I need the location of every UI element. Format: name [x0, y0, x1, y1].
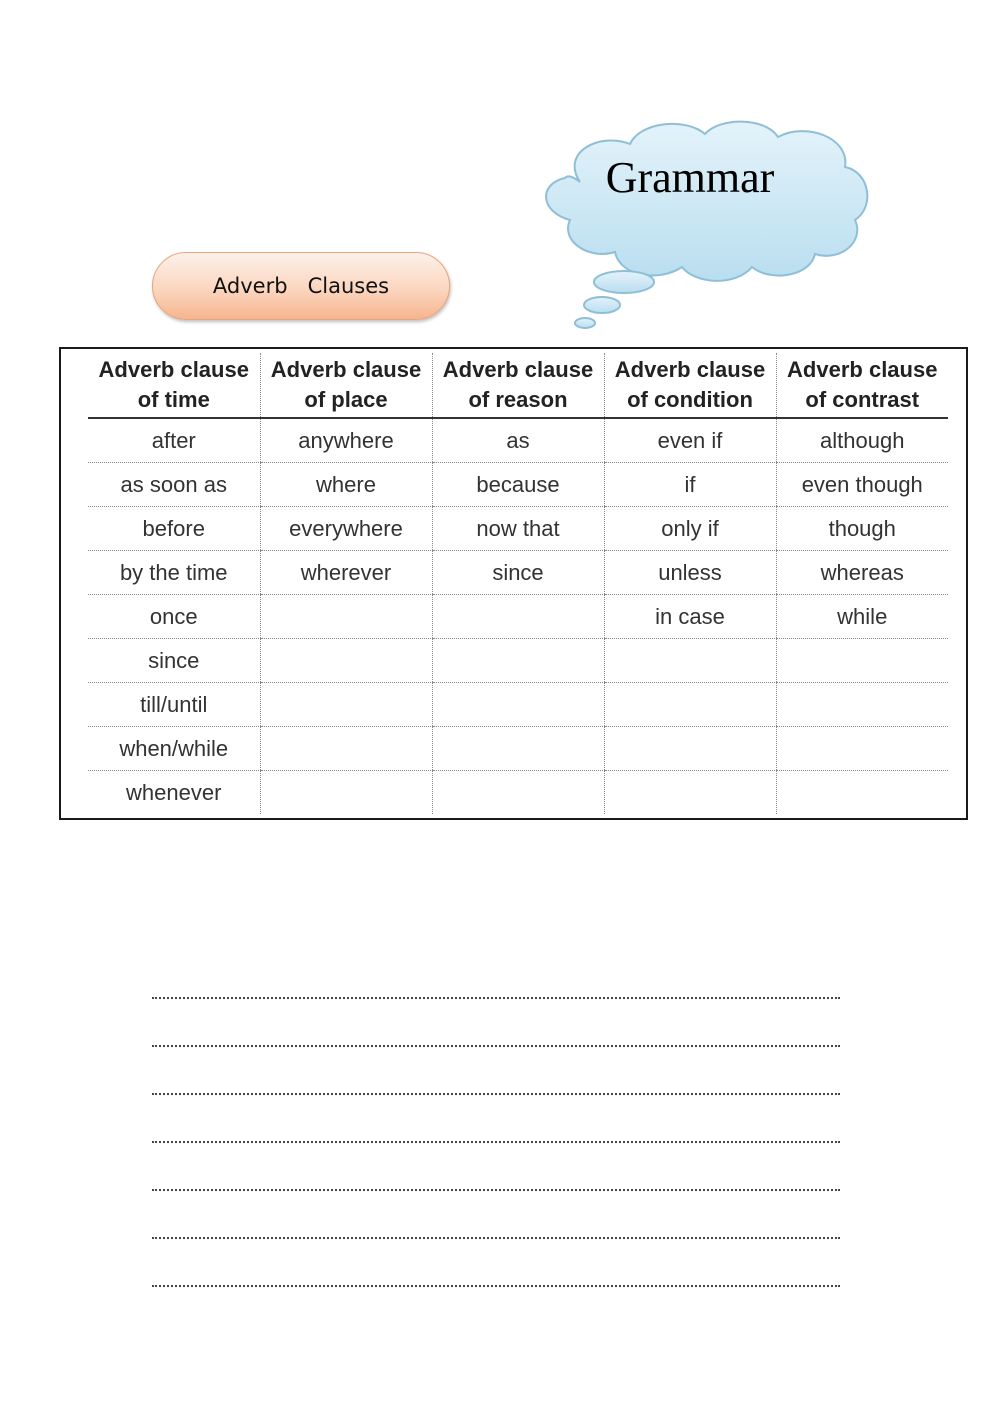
writing-line[interactable] — [152, 995, 840, 999]
table-cell — [432, 727, 604, 771]
table-cell: even if — [604, 418, 776, 463]
table-cell — [432, 595, 604, 639]
writing-line[interactable] — [152, 1283, 840, 1287]
table-cell: before — [88, 507, 260, 551]
table-cell — [604, 771, 776, 815]
table-cell: now that — [432, 507, 604, 551]
table-cell — [432, 683, 604, 727]
table-cell: till/until — [88, 683, 260, 727]
table-cell: after — [88, 418, 260, 463]
writing-line[interactable] — [152, 1043, 840, 1047]
table-cell — [432, 639, 604, 683]
table-cell — [776, 727, 948, 771]
table-cell — [432, 771, 604, 815]
table-cell: where — [260, 463, 432, 507]
table-header-row — [88, 353, 948, 418]
writing-line[interactable] — [152, 1139, 840, 1143]
cloud-title: Grammar — [605, 153, 775, 202]
table-cell: since — [88, 639, 260, 683]
table-cell: as — [432, 418, 604, 463]
table-row — [88, 418, 948, 463]
table-cell: once — [88, 595, 260, 639]
table-row — [88, 639, 948, 683]
table-cell: unless — [604, 551, 776, 595]
table-cell — [604, 727, 776, 771]
table-cell: if — [604, 463, 776, 507]
pill-label-text: Adverb Clauses — [212, 274, 390, 298]
header-place: Adverb clause of place — [260, 353, 432, 418]
writing-line[interactable] — [152, 1235, 840, 1239]
table-cell — [260, 595, 432, 639]
table-cell: whenever — [126, 779, 222, 805]
table-cell: when/while — [88, 727, 260, 771]
table-cell — [260, 683, 432, 727]
table-row — [88, 595, 948, 639]
writing-line[interactable] — [152, 1187, 840, 1191]
header-time: Adverb clause of time — [88, 353, 260, 418]
writing-lines — [152, 995, 840, 1331]
table-row — [88, 683, 948, 727]
adverb-clauses-label — [152, 252, 450, 320]
table-cell: though — [776, 507, 948, 551]
table-cell — [776, 771, 948, 815]
table-row — [88, 771, 948, 815]
header-contrast: Adverb clause of contrast — [776, 353, 948, 418]
table-cell — [776, 683, 948, 727]
table-cell: while — [776, 595, 948, 639]
table-cell: in case — [604, 595, 776, 639]
table-cell — [260, 727, 432, 771]
table-cell: anywhere — [260, 418, 432, 463]
table-row — [88, 551, 948, 595]
table-cell: by the time — [88, 551, 260, 595]
table-cell — [604, 683, 776, 727]
table-cell: whereas — [776, 551, 948, 595]
table-cell — [604, 639, 776, 683]
table-cell: although — [776, 418, 948, 463]
table-cell: everywhere — [260, 507, 432, 551]
table-cell: as soon as — [88, 463, 260, 507]
table-row — [88, 507, 948, 551]
header-reason: Adverb clause of reason — [432, 353, 604, 418]
table-row — [88, 727, 948, 771]
table-cell: since — [432, 551, 604, 595]
adverb-clause-table — [88, 353, 948, 814]
writing-line[interactable] — [152, 1091, 840, 1095]
table-cell: wherever — [260, 551, 432, 595]
table-row — [88, 463, 948, 507]
thought-cloud-shape — [520, 112, 880, 337]
adverb-clause-table-frame — [59, 347, 968, 820]
header-condition: Adverb clause of condition — [604, 353, 776, 418]
table-cell: because — [432, 463, 604, 507]
table-cell — [260, 771, 432, 815]
table-cell: only if — [604, 507, 776, 551]
table-cell — [260, 639, 432, 683]
table-cell — [776, 639, 948, 683]
table-cell: even though — [776, 463, 948, 507]
grammar-cloud — [520, 112, 880, 337]
